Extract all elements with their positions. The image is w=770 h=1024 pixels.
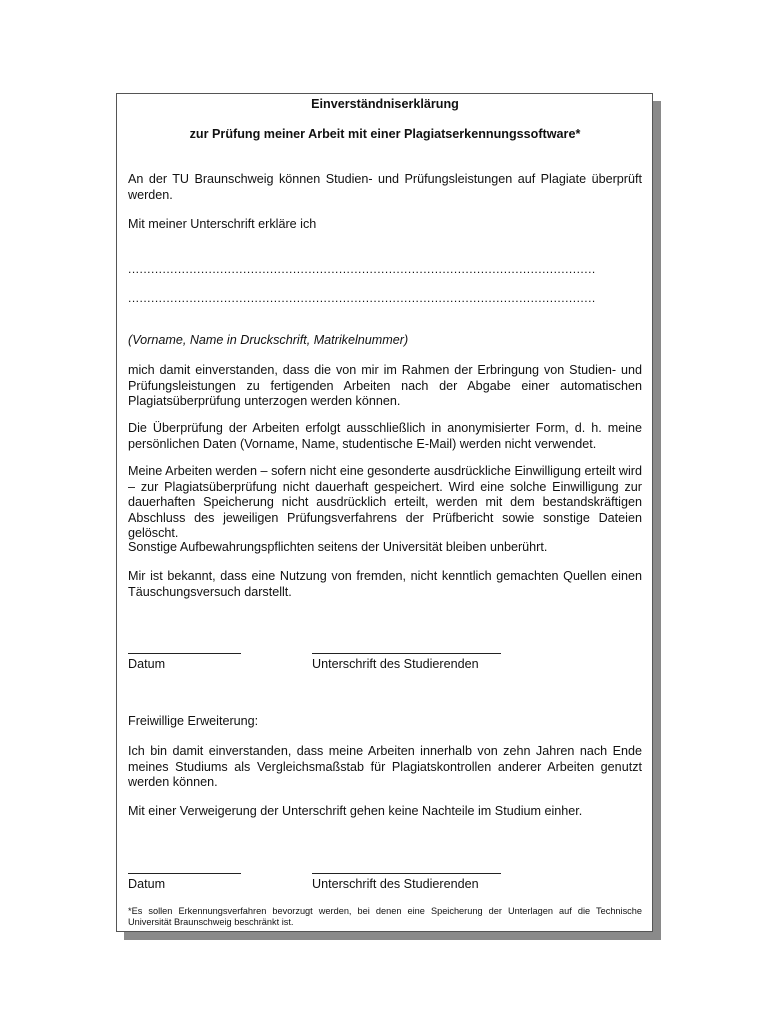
signature-line-2	[312, 873, 501, 874]
optional-heading: Freiwillige Erweiterung:	[128, 714, 259, 728]
footnote: *Es sollen Erkennungsverfahren bevorzugt werden, bei denen eine Speicherung der Unterlagen auf die Technische Universität Braunschweig beschränkt ist.	[128, 906, 642, 927]
no-disadvantage-paragraph: Mit einer Verweigerung der Unterschrift gehen keine Nachteile im Studium einher.	[128, 804, 583, 818]
document-subtitle: zur Prüfung meiner Arbeit mit einer Plagiatserkennungssoftware*	[189, 127, 581, 141]
signature-line-1	[312, 653, 501, 654]
document-title: Einverständniserklärung	[311, 97, 459, 111]
declare-paragraph: Mit meiner Unterschrift erkläre ich	[128, 217, 317, 231]
other-obligations-paragraph: Sonstige Aufbewahrungspflichten seitens der Universität bleiben unberührt.	[128, 540, 548, 554]
date-line-2	[128, 873, 241, 874]
signature-label-1: Unterschrift des Studierenden	[312, 657, 479, 671]
storage-paragraph: Meine Arbeiten werden – sofern nicht eine gesonderte ausdrückliche Einwilligung erteilt wird – zur Plagiatsüberprüfung nicht dauerhaft gespeichert. Wird eine solche Einwilligung zur dauerhaften Speicherung nicht ausdrücklich erteilt, werden mit dem bestandskräftigen Abschluss des jeweiligen Prüfungsverfahrens der Prüfbericht sowie sonstige Dateien gelöscht.	[128, 464, 642, 541]
name-dots-line-2: ..........................................................................................................................	[128, 291, 596, 305]
name-dots-line-1: ..........................................................................................................................	[128, 262, 596, 276]
signature-label-2: Unterschrift des Studierenden	[312, 877, 479, 891]
consent-paragraph: mich damit einverstanden, dass die von mir im Rahmen der Erbringung von Studien- und Prüfungsleistungen zu fertigenden Arbeiten nach der Abgabe einer automatischen Plagiatsüberprüfung unterzogen werden können.	[128, 363, 642, 409]
optional-paragraph: Ich bin damit einverstanden, dass meine Arbeiten innerhalb von zehn Jahren nach Ende meines Studiums als Vergleichsmaßstab für Plagiatskontrollen anderer Arbeiten genutzt werden können.	[128, 744, 642, 790]
deception-paragraph: Mir ist bekannt, dass eine Nutzung von fremden, nicht kenntlich gemachten Quellen einen Täuschungsversuch darstellt.	[128, 569, 642, 599]
date-label-2: Datum	[128, 877, 166, 891]
anonym-paragraph: Die Überprüfung der Arbeiten erfolgt ausschließlich in anonymisierter Form, d. h. meine persönlichen Daten (Vorname, Name, studentische E-Mail) werden nicht verwendet.	[128, 421, 642, 451]
date-label-1: Datum	[128, 657, 166, 671]
intro-paragraph: An der TU Braunschweig können Studien- und Prüfungsleistungen auf Plagiate überprüft werden.	[128, 172, 642, 202]
date-line-1	[128, 653, 241, 654]
name-hint: (Vorname, Name in Druckschrift, Matrikelnummer)	[128, 333, 409, 347]
